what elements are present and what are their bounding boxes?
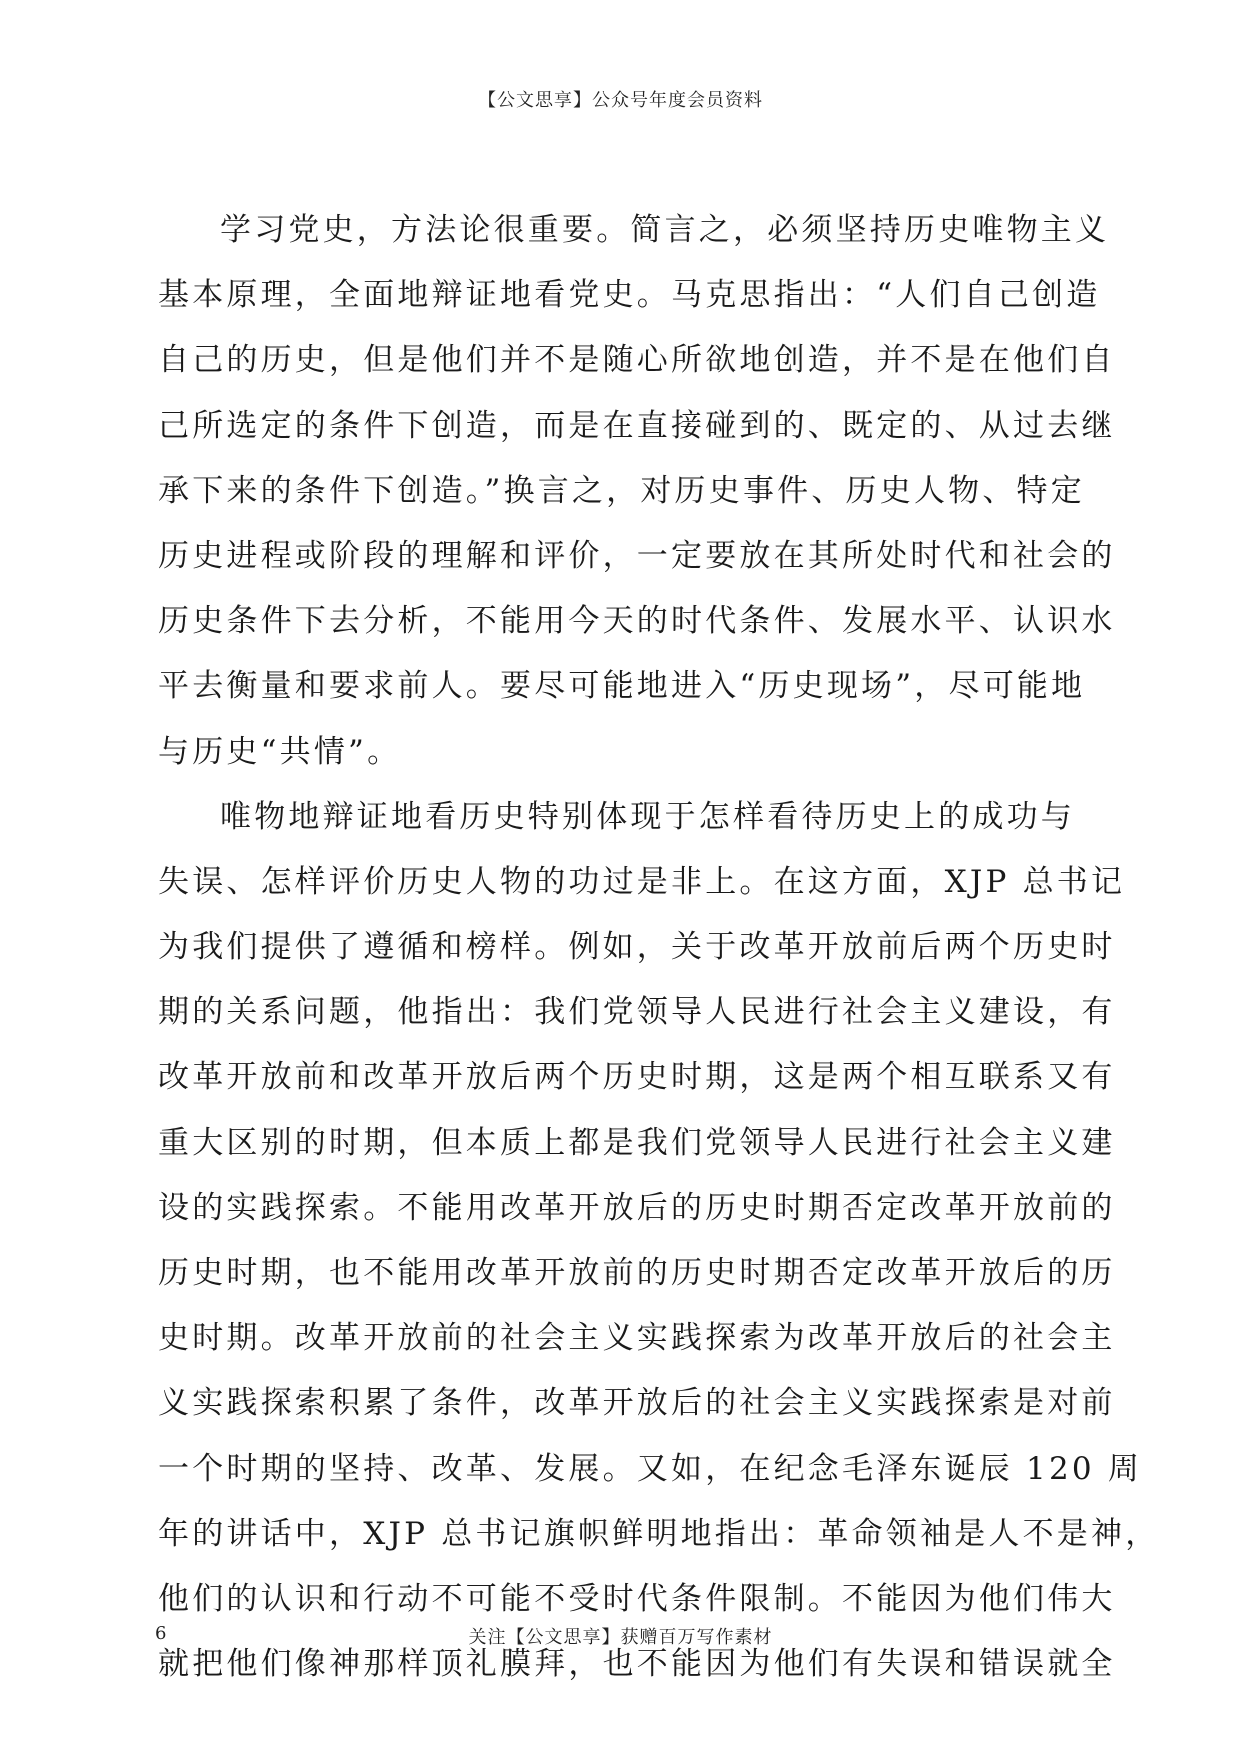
text-line: 平去衡量和要求前人。要尽可能地进入“历史现场”，尽可能地 bbox=[158, 668, 1086, 705]
text-line: 史时期。改革开放前的社会主义实践探索为改革开放后的社会主 bbox=[158, 1320, 1116, 1357]
text-line: 义实践探索积累了条件，改革开放后的社会主义实践探索是对前 bbox=[158, 1385, 1116, 1422]
text-line: 自己的历史，但是他们并不是随心所欲地创造，并不是在他们自 bbox=[158, 342, 1116, 379]
text-line: 失误、怎样评价历史人物的功过是非上。在这方面，XJP 总书记 bbox=[158, 863, 1126, 900]
text-line: 历史进程或阶段的理解和评价，一定要放在其所处时代和社会的 bbox=[158, 537, 1116, 574]
text-line: 唯物地辩证地看历史特别体现于怎样看待历史上的成功与 bbox=[220, 798, 1075, 835]
text-line: 重大区别的时期，但本质上都是我们党领导人民进行社会主义建 bbox=[158, 1124, 1116, 1161]
text-line: 年的讲话中，XJP 总书记旗帜鲜明地指出：革命领袖是人不是神， bbox=[158, 1515, 1160, 1552]
text-line: 期的关系问题，他指出：我们党领导人民进行社会主义建设，有 bbox=[158, 994, 1116, 1031]
page-header: 【公文思享】公众号年度会员资料 bbox=[478, 90, 763, 111]
text-line: 一个时期的坚持、改革、发展。又如，在纪念毛泽东诞辰 120 周 bbox=[158, 1450, 1143, 1487]
text-line: 为我们提供了遵循和榜样。例如，关于改革开放前后两个历史时 bbox=[158, 929, 1116, 966]
page-number: 6 bbox=[155, 1623, 167, 1644]
text-line: 历史条件下去分析，不能用今天的时代条件、发展水平、认识水 bbox=[158, 603, 1116, 640]
text-line: 承下来的条件下创造。”换言之，对历史事件、历史人物、特定 bbox=[158, 472, 1085, 509]
text-line: 设的实践探索。不能用改革开放后的历史时期否定改革开放前的 bbox=[158, 1189, 1116, 1226]
text-line: 基本原理，全面地辩证地看党史。马克思指出：“人们自己创造 bbox=[158, 277, 1101, 314]
text-line: 己所选定的条件下创造，而是在直接碰到的、既定的、从过去继 bbox=[158, 407, 1116, 444]
text-line: 改革开放前和改革开放后两个历史时期，这是两个相互联系又有 bbox=[158, 1059, 1116, 1096]
page-footer: 关注【公文思享】获赠百万写作素材 bbox=[468, 1627, 773, 1648]
body-text bbox=[158, 208, 1160, 1707]
text-line: 与历史“共情”。 bbox=[158, 733, 402, 770]
text-line: 就把他们像神那样顶礼膜拜，也不能因为他们有失误和错误就全 bbox=[158, 1646, 1116, 1683]
text-line: 学习党史，方法论很重要。简言之，必须坚持历史唯物主义 bbox=[220, 212, 1110, 248]
text-line: 他们的认识和行动不可能不受时代条件限制。不能因为他们伟大 bbox=[158, 1580, 1116, 1617]
text-line: 历史时期，也不能用改革开放前的历史时期否定改革开放后的历 bbox=[158, 1255, 1116, 1291]
